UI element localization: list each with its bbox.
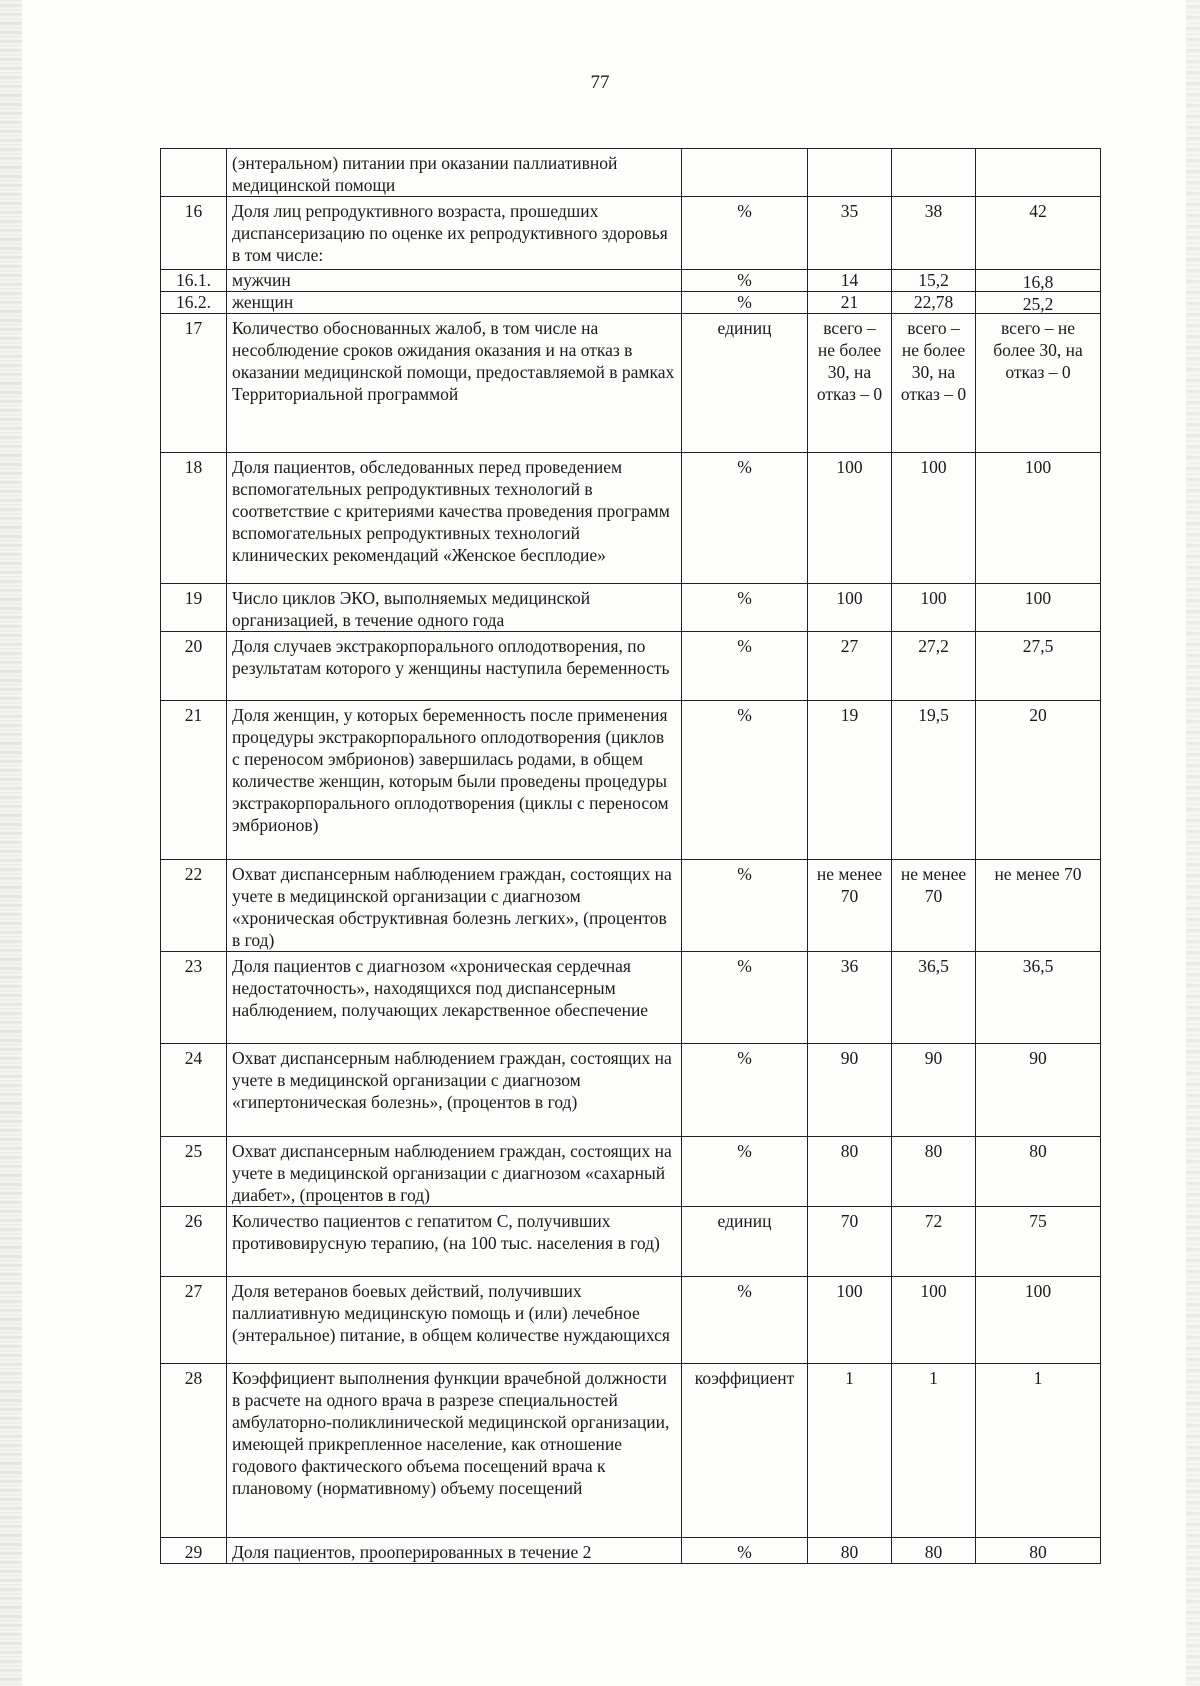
value-year-3: 100 (976, 453, 1101, 584)
row-number: 17 (161, 314, 227, 453)
indicator-name: Доля пациентов, прооперированных в течение 2 (227, 1538, 682, 1564)
indicator-name: женщин (227, 292, 682, 314)
value-year-2: всего – не более 30, на отказ – 0 (892, 314, 976, 453)
table-row (161, 314, 1101, 453)
row-number: 19 (161, 584, 227, 632)
unit-of-measure: % (682, 632, 808, 701)
row-number: 25 (161, 1137, 227, 1207)
value-year-3: 100 (976, 584, 1101, 632)
unit-of-measure: % (682, 453, 808, 584)
row-number: 26 (161, 1207, 227, 1277)
indicator-name: Охват диспансерным наблюдением граждан, состоящих на учете в медицинской организации с диагнозом «гипертоническая болезнь», (процентов в год) (227, 1044, 682, 1137)
row-number: 16 (161, 197, 227, 270)
table-row (161, 584, 1101, 632)
value-year-1: 80 (808, 1137, 892, 1207)
value-year-3: 16,8 (976, 270, 1101, 292)
row-number: 28 (161, 1364, 227, 1538)
indicator-name: (энтеральном) питании при оказании паллиативной медицинской помощи (227, 149, 682, 197)
unit-of-measure: % (682, 701, 808, 860)
unit-of-measure: % (682, 584, 808, 632)
unit-of-measure (682, 149, 808, 197)
indicator-name: Охват диспансерным наблюдением граждан, состоящих на учете в медицинской организации с диагнозом «хроническая обструктивная болезнь легких», (процентов в год) (227, 860, 682, 952)
row-number: 20 (161, 632, 227, 701)
value-year-1: 19 (808, 701, 892, 860)
indicator-name: Охват диспансерным наблюдением граждан, состоящих на учете в медицинской организации с диагнозом «сахарный диабет», (процентов в год) (227, 1137, 682, 1207)
table-row (161, 1207, 1101, 1277)
unit-of-measure: единиц (682, 1207, 808, 1277)
row-number: 24 (161, 1044, 227, 1137)
table-row (161, 860, 1101, 952)
value-year-2: 1 (892, 1364, 976, 1538)
value-year-3: 20 (976, 701, 1101, 860)
value-year-2: 38 (892, 197, 976, 270)
indicator-name: Количество обоснованных жалоб, в том числе на несоблюдение сроков ожидания оказания и на отказ в оказании медицинской помощи, предоставляемой в рамках Территориальной программой (227, 314, 682, 453)
table-row (161, 453, 1101, 584)
unit-of-measure: % (682, 952, 808, 1044)
row-number: 21 (161, 701, 227, 860)
unit-of-measure: % (682, 1538, 808, 1564)
row-number: 29 (161, 1538, 227, 1564)
value-year-2: 80 (892, 1137, 976, 1207)
page-number: 77 (590, 72, 610, 93)
value-year-3: 80 (976, 1137, 1101, 1207)
value-year-3: 36,5 (976, 952, 1101, 1044)
value-year-1: 21 (808, 292, 892, 314)
unit-of-measure: коэффициент (682, 1364, 808, 1538)
indicators-table-body (161, 149, 1101, 1564)
value-year-1: 100 (808, 584, 892, 632)
value-year-3 (976, 149, 1101, 197)
value-year-1: 36 (808, 952, 892, 1044)
table-row (161, 1277, 1101, 1364)
scan-edge-left (0, 0, 22, 1686)
indicator-name: Количество пациентов с гепатитом С, получивших противовирусную терапию, (на 100 тыс. населения в год) (227, 1207, 682, 1277)
value-year-2: 90 (892, 1044, 976, 1137)
row-number: 16.1. (161, 270, 227, 292)
indicators-table (160, 148, 1101, 1564)
value-year-1: всего – не более 30, на отказ – 0 (808, 314, 892, 453)
value-year-1: 1 (808, 1364, 892, 1538)
table-row (161, 952, 1101, 1044)
table-row (161, 270, 1101, 292)
indicator-name: Коэффициент выполнения функции врачебной должности в расчете на одного врача в разрезе специальностей амбулаторно-поликлинической медицинской организации, имеющей прикрепленное население, как отношение годового фактического объема посещений врача к плановому (нормативному) объему посещений (227, 1364, 682, 1538)
value-year-1: 14 (808, 270, 892, 292)
value-year-2: не менее 70 (892, 860, 976, 952)
value-year-3: 80 (976, 1538, 1101, 1564)
row-number: 23 (161, 952, 227, 1044)
table-row (161, 1044, 1101, 1137)
value-year-1 (808, 149, 892, 197)
value-year-2: 100 (892, 584, 976, 632)
value-year-2 (892, 149, 976, 197)
value-year-2: 27,2 (892, 632, 976, 701)
table-row (161, 1364, 1101, 1538)
indicator-name: Доля пациентов, обследованных перед проведением вспомогательных репродуктивных технологий в соответствие с критериями качества проведения программ вспомогательных репродуктивных технологий клинических рекомендаций «Женское бесплодие» (227, 453, 682, 584)
unit-of-measure: % (682, 292, 808, 314)
value-year-3: 100 (976, 1277, 1101, 1364)
unit-of-measure: % (682, 270, 808, 292)
table-row (161, 197, 1101, 270)
row-number: 16.2. (161, 292, 227, 314)
value-year-3: 1 (976, 1364, 1101, 1538)
indicator-name: Доля ветеранов боевых действий, получивших паллиативную медицинскую помощь и (или) лечебное (энтеральное) питание, в общем количестве нуждающихся (227, 1277, 682, 1364)
value-year-2: 19,5 (892, 701, 976, 860)
row-number: 22 (161, 860, 227, 952)
unit-of-measure: % (682, 860, 808, 952)
unit-of-measure: % (682, 1277, 808, 1364)
unit-of-measure: % (682, 197, 808, 270)
value-year-1: 27 (808, 632, 892, 701)
value-year-3: 42 (976, 197, 1101, 270)
value-year-2: 100 (892, 1277, 976, 1364)
value-year-3: 75 (976, 1207, 1101, 1277)
unit-of-measure: % (682, 1137, 808, 1207)
value-year-1: 90 (808, 1044, 892, 1137)
value-year-3: не менее 70 (976, 860, 1101, 952)
value-year-1: 80 (808, 1538, 892, 1564)
value-year-3: всего – не более 30, на отказ – 0 (976, 314, 1101, 453)
value-year-1: 35 (808, 197, 892, 270)
table-row (161, 1538, 1101, 1564)
unit-of-measure: % (682, 1044, 808, 1137)
indicator-name: Доля пациентов с диагнозом «хроническая сердечная недостаточность», находящихся под диспансерным наблюдением, получающих лекарственное обеспечение (227, 952, 682, 1044)
value-year-2: 100 (892, 453, 976, 584)
value-year-2: 15,2 (892, 270, 976, 292)
indicator-name: Доля женщин, у которых беременность после применения процедуры экстракорпорального оплодотворения (циклов с переносом эмбрионов) завершилась родами, в общем количестве женщин, которым были проведены процедуры экстракорпорального оплодотворения (циклы с переносом эмбрионов) (227, 701, 682, 860)
value-year-3: 90 (976, 1044, 1101, 1137)
unit-of-measure: единиц (682, 314, 808, 453)
indicator-name: Доля лиц репродуктивного возраста, прошедших диспансеризацию по оценке их репродуктивного здоровья в том числе: (227, 197, 682, 270)
value-year-1: 100 (808, 1277, 892, 1364)
value-year-2: 36,5 (892, 952, 976, 1044)
row-number: 18 (161, 453, 227, 584)
indicator-name: Число циклов ЭКО, выполняемых медицинской организацией, в течение одного года (227, 584, 682, 632)
value-year-3: 25,2 (976, 292, 1101, 314)
row-number (161, 149, 227, 197)
value-year-3: 27,5 (976, 632, 1101, 701)
table-row (161, 632, 1101, 701)
value-year-1: 70 (808, 1207, 892, 1277)
table-row (161, 701, 1101, 860)
scan-edge-right (1186, 0, 1200, 1686)
value-year-2: 80 (892, 1538, 976, 1564)
table-row (161, 292, 1101, 314)
value-year-1: не менее 70 (808, 860, 892, 952)
value-year-2: 22,78 (892, 292, 976, 314)
indicator-name: мужчин (227, 270, 682, 292)
value-year-2: 72 (892, 1207, 976, 1277)
table-row (161, 149, 1101, 197)
value-year-1: 100 (808, 453, 892, 584)
table-row (161, 1137, 1101, 1207)
row-number: 27 (161, 1277, 227, 1364)
indicator-name: Доля случаев экстракорпорального оплодотворения, по результатам которого у женщины наступила беременность (227, 632, 682, 701)
